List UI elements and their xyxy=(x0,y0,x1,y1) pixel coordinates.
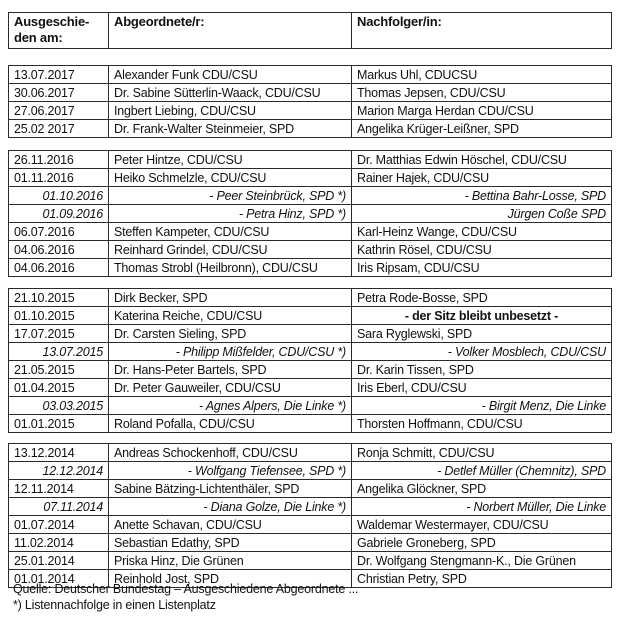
cell-member: Ingbert Liebing, CDU/CSU xyxy=(109,102,352,120)
cell-date: 01.10.2015 xyxy=(9,307,109,325)
cell-date: 12.11.2014 xyxy=(9,480,109,498)
cell-date: 01.04.2015 xyxy=(9,379,109,397)
cell-member: Dr. Carsten Sieling, SPD xyxy=(109,325,352,343)
table-row-list-succession xyxy=(9,397,612,415)
cell-date: 01.01.2014 xyxy=(9,570,109,588)
cell-member: Thomas Strobl (Heilbronn), CDU/CSU xyxy=(109,259,352,277)
table-row xyxy=(9,102,612,120)
cell-date: 26.11.2016 xyxy=(9,151,109,169)
header-date-line1: Ausgeschie- xyxy=(14,14,90,29)
cell-successor: Gabriele Groneberg, SPD xyxy=(352,534,612,552)
cell-member: - Wolfgang Tiefensee, SPD *) xyxy=(109,462,352,480)
cell-successor: Dr. Matthias Edwin Höschel, CDU/CSU xyxy=(352,151,612,169)
cell-successor: Angelika Krüger-Leißner, SPD xyxy=(352,120,612,138)
table-row xyxy=(9,361,612,379)
cell-member: Anette Schavan, CDU/CSU xyxy=(109,516,352,534)
cell-member: Dirk Becker, SPD xyxy=(109,289,352,307)
table-row xyxy=(9,241,612,259)
cell-date: 21.05.2015 xyxy=(9,361,109,379)
cell-date: 25.01.2014 xyxy=(9,552,109,570)
cell-member: Steffen Kampeter, CDU/CSU xyxy=(109,223,352,241)
cell-date: 04.06.2016 xyxy=(9,259,109,277)
cell-member: Reinhard Grindel, CDU/CSU xyxy=(109,241,352,259)
cell-successor: Christian Petry, SPD xyxy=(352,570,612,588)
list-succession-note: *) Listennachfolge in einen Listenplatz xyxy=(13,598,216,612)
cell-date: 13.07.2015 xyxy=(9,343,109,361)
header-member: Abgeordnete/r: xyxy=(109,13,352,49)
cell-successor: Dr. Karin Tissen, SPD xyxy=(352,361,612,379)
header-successor: Nachfolger/in: xyxy=(352,13,612,49)
cell-successor: - Birgit Menz, Die Linke xyxy=(352,397,612,415)
cell-date: 25.02 2017 xyxy=(9,120,109,138)
source-note: Quelle: Deutscher Bundestag – Ausgeschiedene Abgeordnete ... xyxy=(13,582,359,596)
table-row-list-succession xyxy=(9,498,612,516)
cell-date: 13.07.2017 xyxy=(9,66,109,84)
table-row xyxy=(9,325,612,343)
table-row xyxy=(9,259,612,277)
cell-member: Sebastian Edathy, SPD xyxy=(109,534,352,552)
cell-member: - Agnes Alpers, Die Linke *) xyxy=(109,397,352,415)
cell-member: Peter Hintze, CDU/CSU xyxy=(109,151,352,169)
cell-successor: Angelika Glöckner, SPD xyxy=(352,480,612,498)
cell-date: 06.07.2016 xyxy=(9,223,109,241)
header-table xyxy=(8,12,612,49)
cell-successor: Kathrin Rösel, CDU/CSU xyxy=(352,241,612,259)
cell-member: Roland Pofalla, CDU/CSU xyxy=(109,415,352,433)
cell-date: 01.11.2016 xyxy=(9,169,109,187)
cell-successor: Thorsten Hoffmann, CDU/CSU xyxy=(352,415,612,433)
cell-date: 12.12.2014 xyxy=(9,462,109,480)
table-row xyxy=(9,534,612,552)
cell-successor: Iris Ripsam, CDU/CSU xyxy=(352,259,612,277)
cell-member: Katerina Reiche, CDU/CSU xyxy=(109,307,352,325)
cell-date: 13.12.2014 xyxy=(9,444,109,462)
table-row-list-succession xyxy=(9,187,612,205)
cell-member: Dr. Hans-Peter Bartels, SPD xyxy=(109,361,352,379)
cell-date: 21.10.2015 xyxy=(9,289,109,307)
cell-member: - Diana Golze, Die Linke *) xyxy=(109,498,352,516)
table-row xyxy=(9,444,612,462)
cell-date: 27.06.2017 xyxy=(9,102,109,120)
table-row xyxy=(9,151,612,169)
cell-successor: Waldemar Westermayer, CDU/CSU xyxy=(352,516,612,534)
cell-date: 01.10.2016 xyxy=(9,187,109,205)
cell-successor: Dr. Wolfgang Stengmann-K., Die Grünen xyxy=(352,552,612,570)
table-row xyxy=(9,307,612,325)
cell-date: 04.06.2016 xyxy=(9,241,109,259)
cell-date: 17.07.2015 xyxy=(9,325,109,343)
cell-successor: Thomas Jepsen, CDU/CSU xyxy=(352,84,612,102)
cell-successor: - Detlef Müller (Chemnitz), SPD xyxy=(352,462,612,480)
table-row xyxy=(9,480,612,498)
table-row xyxy=(9,223,612,241)
cell-successor: Iris Eberl, CDU/CSU xyxy=(352,379,612,397)
table-row xyxy=(9,552,612,570)
cell-successor: - Norbert Müller, Die Linke xyxy=(352,498,612,516)
header-date-line2: den am: xyxy=(14,30,63,45)
table-row xyxy=(9,84,612,102)
cell-successor: Petra Rode-Bosse, SPD xyxy=(352,289,612,307)
cell-date: 03.03.2015 xyxy=(9,397,109,415)
cell-successor: Ronja Schmitt, CDU/CSU xyxy=(352,444,612,462)
table-2015 xyxy=(8,288,612,433)
cell-successor: Jürgen Coße SPD xyxy=(352,205,612,223)
cell-member: Dr. Frank-Walter Steinmeier, SPD xyxy=(109,120,352,138)
table-row xyxy=(9,379,612,397)
cell-successor: Markus Uhl, CDUCSU xyxy=(352,66,612,84)
cell-member: - Peer Steinbrück, SPD *) xyxy=(109,187,352,205)
header-row xyxy=(9,13,612,49)
table-2014 xyxy=(8,443,612,588)
cell-member: - Philipp Mißfelder, CDU/CSU *) xyxy=(109,343,352,361)
cell-successor: - Volker Mosblech, CDU/CSU xyxy=(352,343,612,361)
cell-member: Andreas Schockenhoff, CDU/CSU xyxy=(109,444,352,462)
cell-date: 30.06.2017 xyxy=(9,84,109,102)
table-row xyxy=(9,415,612,433)
table-row xyxy=(9,120,612,138)
cell-date: 07.11.2014 xyxy=(9,498,109,516)
cell-successor: Sara Ryglewski, SPD xyxy=(352,325,612,343)
cell-member: Dr. Sabine Sütterlin-Waack, CDU/CSU xyxy=(109,84,352,102)
header-date xyxy=(9,13,109,49)
cell-member: Reinhold Jost, SPD xyxy=(109,570,352,588)
table-row-list-succession xyxy=(9,343,612,361)
cell-successor: Rainer Hajek, CDU/CSU xyxy=(352,169,612,187)
table-row xyxy=(9,66,612,84)
cell-successor: Marion Marga Herdan CDU/CSU xyxy=(352,102,612,120)
cell-member: Heiko Schmelzle, CDU/CSU xyxy=(109,169,352,187)
cell-successor: - Bettina Bahr-Losse, SPD xyxy=(352,187,612,205)
cell-date: 11.02.2014 xyxy=(9,534,109,552)
cell-date: 01.09.2016 xyxy=(9,205,109,223)
table-row-list-succession xyxy=(9,462,612,480)
cell-successor: Karl-Heinz Wange, CDU/CSU xyxy=(352,223,612,241)
table-2017 xyxy=(8,65,612,138)
table-row-list-succession xyxy=(9,205,612,223)
cell-date: 01.07.2014 xyxy=(9,516,109,534)
cell-member: Sabine Bätzing-Lichtenthäler, SPD xyxy=(109,480,352,498)
cell-member: Priska Hinz, Die Grünen xyxy=(109,552,352,570)
cell-member: Dr. Peter Gauweiler, CDU/CSU xyxy=(109,379,352,397)
table-row xyxy=(9,516,612,534)
table-row xyxy=(9,169,612,187)
cell-successor: - der Sitz bleibt unbesetzt - xyxy=(352,307,612,325)
cell-member: - Petra Hinz, SPD *) xyxy=(109,205,352,223)
table-2016 xyxy=(8,150,612,277)
cell-member: Alexander Funk CDU/CSU xyxy=(109,66,352,84)
cell-date: 01.01.2015 xyxy=(9,415,109,433)
table-row xyxy=(9,289,612,307)
